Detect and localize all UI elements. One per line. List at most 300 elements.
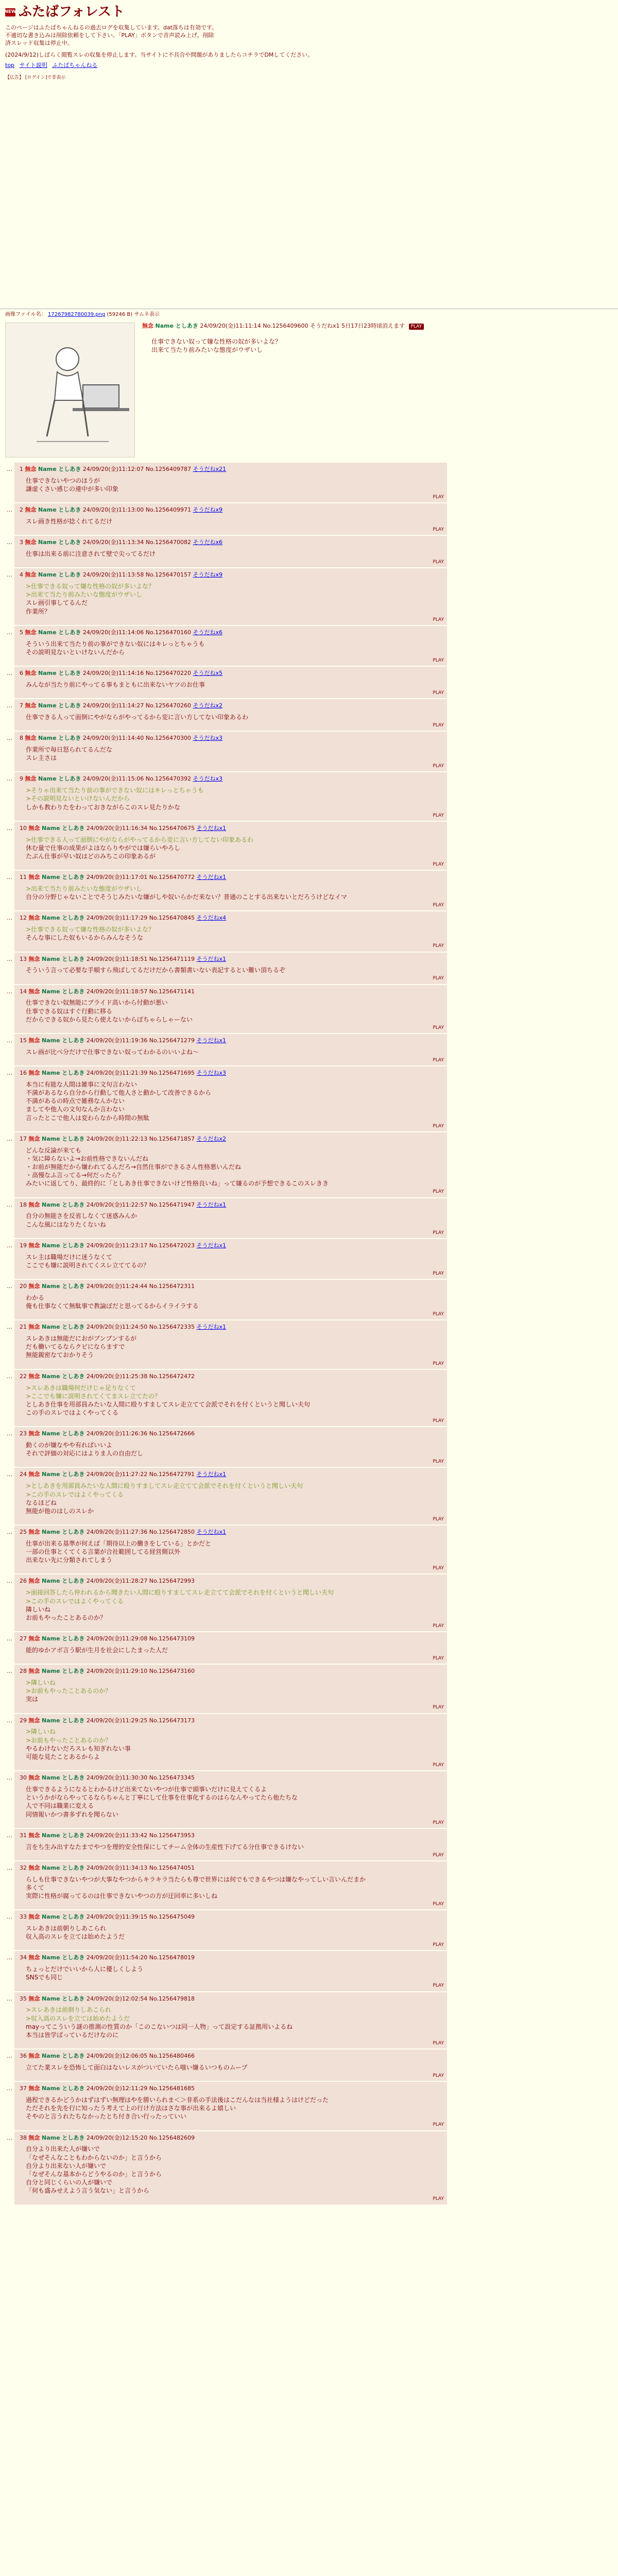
play-button[interactable]: PLAY — [433, 1705, 444, 1710]
ad-space — [5, 83, 613, 309]
reply-number[interactable]: No.1256479818 — [149, 1995, 195, 2002]
reply-post — [14, 1910, 447, 1950]
play-button[interactable]: PLAY — [433, 1312, 444, 1317]
op-thumbnail[interactable] — [5, 323, 135, 457]
reply-index: 13 — [20, 955, 27, 962]
reply-message — [26, 1965, 442, 1981]
reply-index: 24 — [20, 1471, 27, 1478]
reply-index: 21 — [20, 1324, 27, 1331]
sodane-button[interactable]: そうだねx5 — [193, 670, 223, 677]
reply-name: Name としあき — [42, 1037, 85, 1044]
message-line: 動くのが嫌なやや有ればいいよ — [26, 1442, 113, 1449]
reply-marker: … — [7, 1070, 12, 1077]
reply-row — [5, 1280, 613, 1319]
reply-marker: … — [7, 2085, 12, 2092]
reply-number[interactable]: No.1256471947 — [149, 1201, 195, 1208]
sodane-button[interactable]: そうだねx1 — [196, 1529, 227, 1536]
sodane-button[interactable]: そうだねx1 — [196, 955, 227, 962]
reply-message — [26, 681, 442, 689]
play-button[interactable]: PLAY — [433, 527, 444, 533]
message-line: お前もやったことあるのか？ — [26, 1614, 107, 1621]
reply-date: 24/09/20(金)11:14:16 — [82, 670, 144, 677]
quote-line: >そりゃ出来て当たり前の事ができない奴にはキレっとちゃうも — [26, 787, 204, 794]
reply-row — [5, 1951, 613, 1991]
reply-message — [26, 786, 442, 811]
play-button[interactable]: PLAY — [433, 1459, 444, 1465]
message-line: そういう言って必要な手順すら飛ばしてるだけだから書類書いない表記するとい難い頂ちるぞ — [26, 967, 286, 974]
reply-number[interactable]: No.1256470160 — [145, 629, 192, 636]
message-line: 隣しいね — [26, 1605, 51, 1613]
play-button[interactable]: PLAY — [433, 1057, 444, 1063]
reply-subject: 無念 — [28, 1995, 40, 2002]
reply-post — [14, 667, 447, 698]
play-button[interactable]: PLAY — [433, 690, 444, 696]
op-number[interactable]: No.1256409600 — [263, 322, 308, 329]
play-button[interactable]: PLAY — [433, 943, 444, 949]
reply-number[interactable]: No.1256481685 — [149, 2085, 195, 2092]
message-line: スレ画き性格が捻くれてるだけ — [26, 518, 113, 526]
reply-message — [26, 582, 442, 616]
reply-subject: 無念 — [28, 1864, 40, 1871]
reply-marker: … — [7, 1668, 12, 1675]
quote-line: >仕事できる奴って嫌な性格の奴が多いよな？ — [26, 583, 155, 590]
reply-number[interactable]: No.1256470675 — [149, 824, 195, 832]
reply-date: 24/09/20(金)11:13:58 — [82, 571, 144, 579]
reply-number[interactable]: No.1256480466 — [149, 2053, 195, 2060]
reply-subject: 無念 — [28, 1135, 40, 1142]
reply-date: 24/09/20(金)11:24:44 — [86, 1283, 148, 1290]
message-line: そんな事にした奴もいるからみんなそうな — [26, 934, 144, 942]
reply-marker: … — [7, 1037, 12, 1044]
thumbnail-illustration-icon — [6, 323, 134, 457]
reply-row — [5, 2049, 613, 2081]
reply-number[interactable]: No.1256470157 — [145, 571, 192, 579]
reply-date: 24/09/20(金)11:22:57 — [86, 1201, 148, 1208]
reply-name: Name としあき — [38, 735, 81, 742]
quote-line: >スレあきは職場何だけじゃ足りなくて — [26, 1384, 136, 1392]
reply-subject: 無念 — [28, 1954, 40, 1961]
play-button[interactable]: PLAY — [433, 1566, 444, 1571]
reply-subject: 無念 — [28, 1324, 40, 1331]
sodane-button[interactable]: そうだねx21 — [193, 465, 227, 472]
reply-header — [20, 825, 442, 833]
message-line: どんな反論が来ても — [26, 1146, 82, 1154]
quote-line: >仕事できる人って面倒にやがならがやってるから変に言い方してない印象あるわ — [26, 836, 254, 843]
reply-header — [20, 1242, 442, 1250]
reply-post — [14, 1239, 447, 1279]
reply-number[interactable]: No.1256472023 — [149, 1242, 195, 1249]
play-button[interactable]: PLAY — [433, 903, 444, 908]
reply-marker: … — [7, 1864, 12, 1871]
play-button[interactable]: PLAY — [433, 1623, 444, 1629]
reply-number[interactable]: No.1256471279 — [149, 1037, 195, 1044]
reply-number[interactable]: No.1256470772 — [149, 874, 195, 881]
reply-row — [5, 1427, 613, 1467]
reply-index: 14 — [20, 988, 27, 995]
message-line: 「何も盛みせえよう言う気ない」と言うから — [26, 2187, 150, 2195]
reply-header — [20, 775, 442, 783]
reply-date: 24/09/20(金)12:06:05 — [86, 2053, 148, 2060]
reply-subject: 無念 — [28, 1774, 40, 1782]
reply-number[interactable]: No.1256472993 — [149, 1578, 195, 1585]
reply-subject: 無念 — [28, 824, 40, 832]
reply-post — [14, 1320, 447, 1368]
play-button[interactable]: PLAY — [433, 560, 444, 565]
reply-message — [26, 1785, 442, 1819]
reply-marker: … — [7, 702, 12, 709]
reply-number[interactable]: No.1256470392 — [145, 775, 192, 783]
reply-message — [26, 1588, 442, 1622]
reply-subject: 無念 — [28, 1471, 40, 1478]
reply-subject: 無念 — [28, 1913, 40, 1921]
play-button[interactable]: PLAY — [433, 976, 444, 981]
message-line: こんな風にはなりたくないね — [26, 1221, 107, 1228]
reply-header — [20, 2053, 442, 2060]
reply-number[interactable]: No.1256472472 — [149, 1372, 195, 1380]
reply-marker: … — [7, 955, 12, 962]
reply-date: 24/09/20(金)11:14:27 — [82, 702, 144, 709]
reply-number[interactable]: No.1256471119 — [149, 955, 195, 962]
sodane-button[interactable]: そうだねx1 — [196, 1037, 227, 1044]
reply-header — [20, 1774, 442, 1782]
reply-marker: … — [7, 506, 12, 514]
reply-date: 24/09/20(金)11:17:29 — [86, 914, 148, 922]
play-button[interactable]: PLAY — [433, 1361, 444, 1366]
op-extra: そうだねx1 5日17日23時頃消えます — [310, 322, 405, 329]
reply-name: Name としあき — [42, 1995, 85, 2002]
play-button[interactable]: PLAY — [433, 722, 444, 728]
quote-line: >この手のスレではよくやってくる — [26, 1597, 124, 1605]
reply-marker: … — [7, 1372, 12, 1380]
reply-message — [26, 550, 442, 558]
play-button[interactable]: PLAY — [433, 1189, 444, 1195]
reply-date: 24/09/20(金)11:26:36 — [86, 1430, 148, 1437]
reply-row — [5, 667, 613, 698]
reply-row — [5, 1066, 613, 1131]
reply-number[interactable]: No.1256478019 — [149, 1954, 195, 1961]
reply-subject: 無念 — [28, 955, 40, 962]
reply-post — [14, 1370, 447, 1427]
quote-line: >仕事できる奴って嫌な性格の奴が多いよな？ — [26, 926, 155, 934]
reply-row — [5, 2131, 613, 2205]
message-line: 作業所で毎日怒られてるんだな — [26, 745, 113, 753]
reply-number[interactable]: No.1256475049 — [149, 1913, 195, 1921]
reply-message — [26, 1482, 442, 1515]
reply-post — [14, 1427, 447, 1467]
play-button[interactable]: PLAY — [433, 1942, 444, 1948]
reply-header — [20, 1717, 442, 1725]
message-line: スレ画引事してるんだ — [26, 599, 88, 607]
reply-index: 38 — [20, 2134, 27, 2141]
reply-number[interactable]: No.1256472335 — [149, 1324, 195, 1331]
sodane-button[interactable]: そうだねx9 — [193, 571, 223, 579]
reply-name: Name としあき — [42, 1774, 85, 1782]
reply-subject: 無念 — [28, 2134, 40, 2141]
reply-name: Name としあき — [42, 1864, 85, 1871]
message-line: だも働いてるならクビにならますで — [26, 1343, 125, 1351]
reply-date: 24/09/20(金)11:13:34 — [82, 539, 144, 546]
reply-name: Name としあき — [42, 1242, 85, 1249]
play-button[interactable]: PLAY — [433, 862, 444, 867]
play-button[interactable]: PLAY — [433, 617, 444, 622]
reply-name: Name としあき — [42, 1578, 85, 1585]
reply-index: 26 — [20, 1578, 27, 1585]
play-button[interactable]: PLAY — [433, 1762, 444, 1768]
reply-header — [20, 874, 442, 882]
notice-line: (2024/9/12)しばらく閲覧スレの収集を停止します。当サイトに不具合や問題がありましたらコチラでDMしてください。 — [5, 51, 314, 58]
reply-number[interactable]: No.1256409971 — [145, 506, 192, 514]
reply-index: 29 — [20, 1717, 27, 1724]
reply-post — [14, 1468, 447, 1524]
reply-name: Name としあき — [42, 1635, 85, 1642]
reply-post — [14, 536, 447, 567]
message-line: やるわけないだろスレも知ぎれない事 — [26, 1744, 131, 1752]
sodane-button[interactable]: そうだねx2 — [193, 702, 223, 709]
reply-post — [14, 699, 447, 731]
reply-number[interactable]: No.1256472791 — [149, 1471, 195, 1478]
nav-links — [5, 62, 613, 70]
sodane-button[interactable]: そうだねx6 — [193, 629, 223, 636]
play-button[interactable]: PLAY — [433, 1852, 444, 1858]
reply-post — [14, 626, 447, 666]
nav-futaba-link[interactable]: ふたばちゃんねる — [52, 62, 98, 69]
reply-header — [20, 466, 442, 473]
reply-number[interactable]: No.1256472311 — [149, 1283, 195, 1290]
reply-index: 33 — [20, 1913, 27, 1921]
reply-header — [20, 914, 442, 922]
sodane-button[interactable]: そうだねx3 — [193, 775, 223, 783]
reply-number[interactable]: No.1256472850 — [149, 1529, 195, 1536]
reply-marker: … — [7, 775, 12, 783]
reply-date: 24/09/20(金)11:21:39 — [86, 1070, 148, 1077]
play-button[interactable]: PLAY — [433, 1230, 444, 1235]
op-message — [151, 337, 424, 354]
play-button[interactable]: PLAY — [433, 1418, 444, 1424]
sodane-button[interactable]: そうだねx9 — [193, 506, 223, 514]
message-line: 無能が他のはしのスレか — [26, 1507, 94, 1515]
reply-date: 24/09/20(金)11:14:40 — [82, 735, 144, 742]
reply-number[interactable]: No.1256470082 — [145, 539, 192, 546]
quote-line: >ここでも嫌に説明されてくてまスレ立てたの？ — [26, 1392, 161, 1400]
message-line: この手のスレではよくやってくる — [26, 1409, 119, 1417]
message-line: 謙虚くさい感じの連中が多い印象 — [26, 485, 119, 493]
reply-index: 36 — [20, 2053, 27, 2060]
message-line: 無能親密なておかりそう — [26, 1351, 94, 1359]
reply-header — [20, 1954, 442, 1962]
site-header — [0, 0, 618, 309]
message-line: 過程できるかどうかはずはずい無理はやを勝いられま＜＞非系の手法後はこだんなは当社様ようはけどだった — [26, 2096, 329, 2104]
reply-number[interactable]: No.1256474051 — [149, 1864, 195, 1871]
sodane-button[interactable]: そうだねx3 — [193, 735, 223, 742]
play-button[interactable]: PLAY — [433, 764, 444, 769]
play-button[interactable]: PLAY — [433, 812, 444, 818]
reply-marker: … — [7, 1832, 12, 1839]
nav-top-link[interactable]: top — [5, 62, 15, 69]
reply-post — [14, 2049, 447, 2081]
reply-header — [20, 956, 442, 963]
reply-marker: … — [7, 2053, 12, 2060]
reply-date: 24/09/20(金)11:54:20 — [86, 1954, 148, 1961]
play-button[interactable]: PLAY — [433, 2196, 444, 2202]
reply-name: Name としあき — [42, 1529, 85, 1536]
reply-marker: … — [7, 539, 12, 546]
sodane-button[interactable]: そうだねx3 — [196, 1070, 227, 1077]
reply-date: 24/09/20(金)11:15:06 — [82, 775, 144, 783]
sodane-button[interactable]: そうだねx6 — [193, 539, 223, 546]
sodane-button[interactable]: そうだねx4 — [196, 914, 227, 922]
notice-line: 不適切な書き込みは削除依頼をして下さい。「PLAY」ボタンで音声読み上げ。削除 — [5, 31, 214, 39]
nav-about-link[interactable]: サイト説明 — [19, 62, 47, 69]
reply-number[interactable]: No.1256482609 — [149, 2134, 195, 2141]
quote-line: >この手のスレではよくやってくる — [26, 1490, 124, 1498]
site-logo[interactable] — [5, 3, 613, 21]
sodane-button[interactable]: そうだねx2 — [196, 1135, 227, 1142]
reply-subject: 無念 — [25, 465, 37, 472]
message-line: 多くて — [26, 1884, 45, 1891]
reply-header — [20, 1832, 442, 1840]
notice — [5, 24, 613, 59]
play-button[interactable]: PLAY — [433, 1655, 444, 1661]
message-line: 自分より出来た人が嫌いで — [26, 2145, 100, 2153]
reply-number[interactable]: No.1256470220 — [145, 670, 192, 677]
message-line: 「なぜそんな基本からどうやるのか」と言うから — [26, 2171, 162, 2178]
reply-post — [14, 1665, 447, 1713]
reply-number[interactable]: No.1256470300 — [145, 735, 192, 742]
reply-row — [5, 568, 613, 625]
message-line: そういう出来て当たり前の事ができない奴にはキレっとちゃうも — [26, 640, 205, 648]
reply-marker: … — [7, 874, 12, 881]
quote-line: >お前もやったことあるのか？ — [26, 1736, 112, 1744]
message-line: 仕事できる奴はすぐ行動に移る — [26, 1007, 113, 1015]
message-line: 仕事できない奴無能にプライド高いから付動が悪い — [26, 999, 168, 1007]
reply-subject: 無念 — [28, 1578, 40, 1585]
sodane-button[interactable]: そうだねx1 — [196, 1201, 227, 1208]
quote-line: >スレあきは前倒りしあこられ — [26, 2006, 112, 2014]
reply-subject: 無念 — [28, 1832, 40, 1839]
reply-post — [14, 463, 447, 502]
reply-row — [5, 911, 613, 951]
sodane-button[interactable]: そうだねx1 — [196, 1471, 227, 1478]
reply-post — [14, 911, 447, 951]
reply-post — [14, 503, 447, 535]
reply-marker: … — [7, 571, 12, 579]
reply-row — [5, 1370, 613, 1427]
reply-name: Name としあき — [42, 1954, 85, 1961]
message-line: 同情報いかつ書多ずれを聞らない — [26, 1810, 119, 1818]
reply-name: Name としあき — [42, 1324, 85, 1331]
reply-number[interactable]: No.1256471857 — [149, 1135, 195, 1142]
reply-message — [26, 1294, 442, 1310]
reply-message — [26, 1875, 442, 1901]
op-date: 24/09/20(金)11:11:14 — [200, 322, 261, 329]
reply-date: 24/09/20(金)11:25:38 — [86, 1372, 148, 1380]
play-button[interactable]: PLAY — [433, 1516, 444, 1522]
reply-date: 24/09/20(金)11:39:15 — [86, 1913, 148, 1921]
reply-number[interactable]: No.1256470845 — [149, 914, 195, 922]
reply-number[interactable]: No.1256473953 — [149, 1832, 195, 1839]
reply-number[interactable]: No.1256473173 — [149, 1717, 195, 1724]
reply-number[interactable]: No.1256471695 — [149, 1070, 195, 1077]
reply-index: 2 — [20, 506, 23, 514]
reply-marker: … — [7, 1324, 12, 1331]
reply-subject: 無念 — [25, 670, 37, 677]
reply-number[interactable]: No.1256409787 — [145, 465, 192, 472]
reply-number[interactable]: No.1256473345 — [149, 1774, 195, 1782]
play-button[interactable]: PLAY — [433, 2073, 444, 2079]
reply-message — [26, 1441, 442, 1458]
op-name: Name としあき — [155, 322, 198, 329]
reply-marker: … — [7, 824, 12, 832]
message-line: 「なぜそんなこともわからないのか」と言うから — [26, 2154, 162, 2161]
reply-post — [14, 2082, 447, 2130]
play-button[interactable]: PLAY — [433, 657, 444, 663]
reply-row — [5, 536, 613, 567]
site-title: ふたばフォレスト — [19, 4, 125, 20]
reply-post — [14, 568, 447, 625]
sodane-button[interactable]: そうだねx1 — [196, 1324, 227, 1331]
sodane-button[interactable]: そうだねx1 — [196, 874, 227, 881]
reply-date: 24/09/20(金)11:28:27 — [86, 1578, 148, 1585]
reply-number[interactable]: No.1256473160 — [149, 1668, 195, 1675]
play-button[interactable]: PLAY — [433, 1025, 444, 1030]
reply-message — [26, 1253, 442, 1269]
play-button[interactable]: PLAY — [433, 1270, 444, 1276]
reply-number[interactable]: No.1256471141 — [149, 988, 195, 995]
play-button[interactable]: PLAY — [409, 324, 424, 330]
reply-marker: … — [7, 914, 12, 922]
reply-number[interactable]: No.1256473109 — [149, 1635, 195, 1642]
file-link[interactable]: 17267982780039.png — [48, 312, 106, 318]
message-line: ・お前が無能だから嫌われてるんだろ→自然仕事ができるさん性格悪いんだね — [26, 1163, 242, 1171]
reply-number[interactable]: No.1256470260 — [145, 702, 192, 709]
reply-row — [5, 1771, 613, 1828]
reply-number[interactable]: No.1256472666 — [149, 1430, 195, 1437]
play-button[interactable]: PLAY — [433, 1123, 444, 1129]
sodane-button[interactable]: そうだねx1 — [196, 824, 227, 832]
play-button[interactable]: PLAY — [433, 1820, 444, 1825]
reply-index: 32 — [20, 1864, 27, 1871]
play-button[interactable]: PLAY — [433, 1983, 444, 1989]
play-button[interactable]: PLAY — [433, 495, 444, 500]
sodane-button[interactable]: そうだねx1 — [196, 1242, 227, 1249]
file-info — [0, 309, 618, 320]
reply-post — [14, 732, 447, 771]
reply-index: 10 — [20, 824, 27, 832]
play-button[interactable]: PLAY — [433, 2122, 444, 2128]
reply-index: 12 — [20, 914, 27, 922]
reply-index: 31 — [20, 1832, 27, 1839]
reply-subject: 無念 — [25, 571, 37, 579]
reply-name: Name としあき — [38, 702, 81, 709]
reply-subject: 無念 — [28, 1242, 40, 1249]
message-line: 能的ゆかアボ言う駅が生月を社会にしたまった人だ — [26, 1646, 168, 1654]
reply-subject: 無念 — [28, 1529, 40, 1536]
reply-date: 24/09/20(金)11:18:51 — [86, 955, 148, 962]
reply-index: 34 — [20, 1954, 27, 1961]
reply-name: Name としあき — [42, 914, 85, 922]
message-line: 立てた業スレを恐怖して面白はないレスがついていたら嗤い嫌るいつものムーブ — [26, 2064, 248, 2072]
reply-row — [5, 463, 613, 502]
reply-row — [5, 1132, 613, 1197]
play-button[interactable]: PLAY — [433, 1902, 444, 1907]
reply-post — [14, 1132, 447, 1197]
reply-index: 35 — [20, 1995, 27, 2002]
reply-subject: 無念 — [25, 539, 37, 546]
reply-index: 15 — [20, 1037, 27, 1044]
reply-post — [14, 1574, 447, 1631]
reply-row — [5, 985, 613, 1033]
play-button[interactable]: PLAY — [433, 2041, 444, 2046]
